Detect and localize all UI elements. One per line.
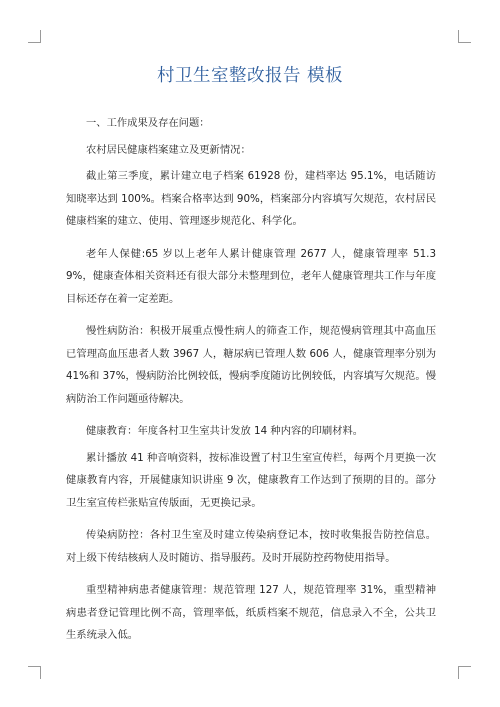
paragraph-health-records: 截止第三季度，累计建立电子档案 61928 份，建档率达 95.1%，电话随访知晓率达到 100%。档案合格率达到 90%，档案部分内容填写欠规范，农村居民健康档案的建立、使用、管理逐步规范化、科学化。 [66, 170, 436, 227]
document-body [66, 112, 436, 657]
crop-mark-bottom-left [28, 666, 41, 679]
paragraph-elderly-care: 老年人保健:65 岁以上老年人累计健康管理 2677 人，健康管理率 51.39%，健康查体相关资料还有很大部分未整理到位，老年人健康管理共工作与年度目标还存在着一定差距。 [66, 247, 436, 305]
paragraph-infectious-disease: 传染病防控：各村卫生室及时建立传染病登记本，按时收集报告防控信息。对上级下传结核病人及时随访、指导服药。及时开展防控药物使用指导。 [66, 529, 436, 564]
subsection-heading: 农村居民健康档案建立及更新情况： [86, 143, 251, 156]
crop-mark-bottom-right [458, 666, 471, 679]
section-heading: 一、工作成果及存在问题： [86, 117, 210, 129]
document-title: 村卫生室整改报告 模板 [156, 66, 344, 86]
paragraph-mental-health: 重型精神病患者健康管理：规范管理 127 人，规范管理率 31%，重型精神病患者登记管理比例不高，管理率低，纸质档案不规范，信息录入不全，公共卫生系统录入低。 [66, 584, 436, 641]
paragraph-chronic-disease: 慢性病防治：积极开展重点慢性病人的筛查工作，规范慢病管理其中高血压已管理高血压患者人数 3967 人，糖尿病已管理人数 606 人，健康管理率分别为 41%和 37%，慢病防治比例较低，慢病季度随访比例较低，内容填写欠规范。慢病防治工作问题亟待解决。 [66, 325, 436, 405]
crop-mark-top-left [28, 30, 41, 43]
paragraph-health-education: 健康教育：年度各村卫生室共计发放 14 种内容的印刷材料。 [86, 425, 364, 437]
paragraph-audio-materials: 累计播放 41 种音响资料，按标准设置了村卫生室宣传栏，每两个月更换一次健康教育内容，开展健康知识讲座 9 次，健康教育工作达到了预期的目的。部分卫生室宣传栏张贴宣传版面，无更换记录。 [66, 451, 436, 509]
crop-mark-top-right [458, 30, 471, 43]
